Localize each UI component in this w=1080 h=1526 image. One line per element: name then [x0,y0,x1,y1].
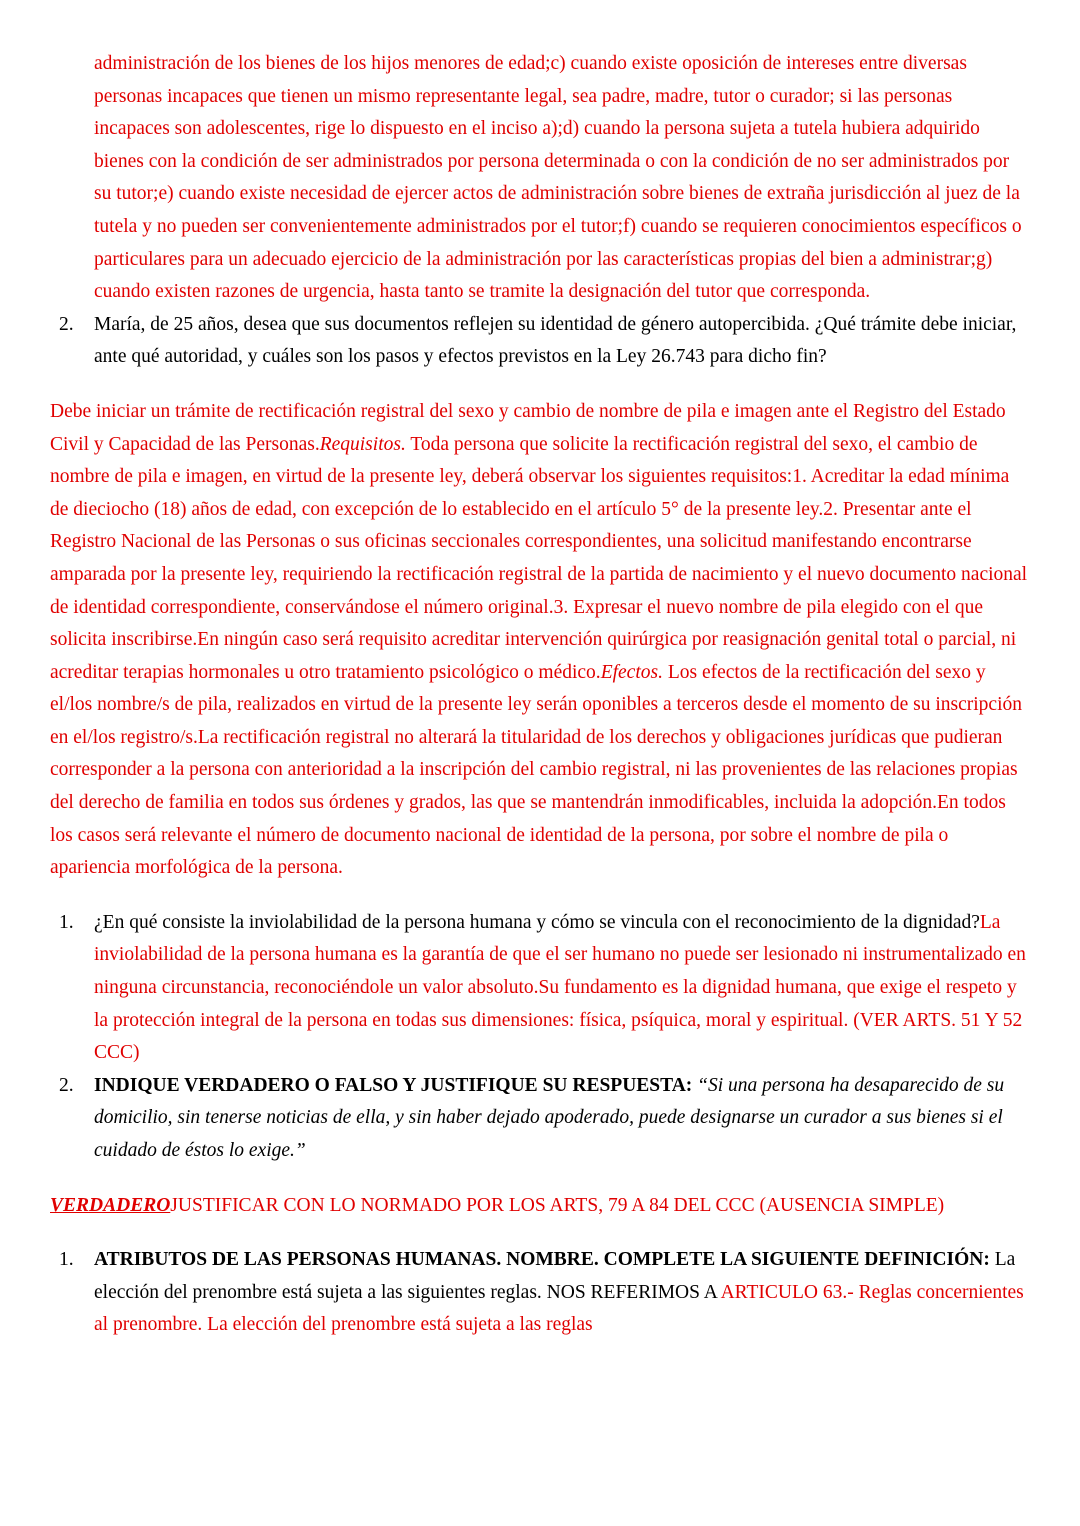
question-item-true-false [50,1070,1028,1168]
verdict-label: VERDADERO [50,1194,171,1216]
list-number: 1. [59,911,74,933]
question-text: La elección del prenombre está sujeta a las siguientes reglas. NOS REFERIMOS A [94,1249,1016,1303]
list-number: 1. [59,1249,74,1271]
instruction-label: INDIQUE VERDADERO O FALSO Y JUSTIFIQUE SU RESPUESTA: [94,1074,693,1096]
question-item-gender-identity [50,309,1028,374]
spacer [50,1168,1028,1190]
answer-text: La inviolabilidad de la persona humana es la garantía de que el ser humano no puede ser lesionado ni instrumentalizado en ninguna circunstancia, reconociéndole un valor absoluto.Su fundamento es la dignidad humana, que exige el respeto y la protección integral de la persona en todas sus dimensiones: física, psíquica, moral y espiritual. (VER ARTS. 51 Y 52 CCC) [94,911,1026,1064]
answer-gender-identity [50,396,1028,885]
spacer [50,885,1028,907]
instruction-label: ATRIBUTOS DE LAS PERSONAS HUMANAS. NOMBRE. COMPLETE LA SIGUIENTE DEFINICIÓN: [94,1249,990,1271]
requirements-text: Toda persona que solicite la rectificación registral del sexo, el cambio de nombre de pila e imagen, en virtud de la presente ley, deberá observar los siguientes requisitos:1. Acreditar la edad mínima de dieciocho (18) años de edad, con excepción de lo establecido en el artículo 5° de la presente ley.2. Presentar ante el Registro Nacional de las Personas o sus oficinas seccionales correspondientes, una solicitud manifestando encontrarse amparada por la presente ley, requiriendo la rectificación registral de la partida de nacimiento y el nuevo documento nacional de identidad correspondiente, conservándose el número original.3. Expresar el nuevo nombre de pila elegido con el que solicita inscribirse.En ningún caso será requisito acreditar intervención quirúrgica por reasignación genital total o parcial, ni acreditar terapias hormonales u otro tratamiento psicológico o médico. [50,433,1028,683]
effects-text: Los efectos de la rectificación del sexo y el/los nombre/s de pila, realizados en virtud de la presente ley serán oponibles a terceros desde el momento de su inscripción en el/los registro/s.La rectificación registral no alterará la titularidad de los derechos y obligaciones jurídicas que pudieran corresponder a la persona con anterioridad a la inscripción del cambio registral, ni las provenientes de las relaciones propias del derecho de familia en todos sus órdenes y grados, las que se mantendrán inmodificables, incluida la adopción.En todos los casos será relevante el número de documento nacional de identidad de la persona, por sobre el nombre de pila o apariencia morfológica de la persona. [50,661,1022,879]
question-item-name-attributes [50,1244,1028,1342]
requirements-label: Requisitos. [319,433,406,455]
statement-text: “Si una persona ha desaparecido de su domicilio, sin tenerse noticias de ella, y sin haber dejado apoderado, puede designarse un curador a sus bienes si el cuidado de éstos lo exige.” [94,1074,1005,1161]
spacer [50,374,1028,396]
question-text: María, de 25 años, desea que sus documentos reflejen su identidad de género autopercibida. ¿Qué trámite debe iniciar, ante qué autoridad, y cuáles son los pasos y efectos previstos en la Ley 26.743 para dicho fin? [94,313,1017,368]
question-item-inviolability [50,907,1028,1070]
list-number: 2. [59,1074,74,1096]
answer-text: administración de los bienes de los hijos menores de edad;c) cuando existe oposición de intereses entre diversas personas incapaces que tienen un mismo representante legal, sea padre, madre, tutor o curador; si las personas incapaces son adolescentes, rige lo dispuesto en el inciso a);d) cuando la persona sujeta a tutela hubiera adquirido bienes con la condición de ser administrados por persona determinada o con la condición de no ser administrados por su tutor;e) cuando existe necesidad de ejercer actos de administración sobre bienes de extraña jurisdicción al juez de la tutela y no pueden ser convenientemente administrados por el tutor;f) cuando se requieren conocimientos específicos o particulares para un adecuado ejercicio de la administración por las características propias del bien a administrar;g) cuando existen razones de urgencia, hasta tanto se tramite la designación del tutor que corresponda. [94,53,1022,303]
justification-text: JUSTIFICAR CON LO NORMADO POR LOS ARTS, 79 A 84 DEL CCC (AUSENCIA SIMPLE) [170,1194,945,1216]
answer-true-false [50,1190,1028,1223]
answer-text: ARTICULO 63.- Reglas concernientes al prenombre. La elección del prenombre está sujeta a las reglas [94,1281,1024,1336]
list-number: 2. [59,313,74,335]
effects-label: Efectos. [600,661,663,683]
question-text: ¿En qué consiste la inviolabilidad de la persona humana y cómo se vincula con el reconocimiento de la dignidad? [94,911,980,933]
answer-continuation [50,48,1028,309]
spacer [50,1222,1028,1244]
answer-intro: Debe iniciar un trámite de rectificación registral del sexo y cambio de nombre de pila e imagen ante el Registro del Estado Civil y Capacidad de las Personas. [50,400,1006,455]
